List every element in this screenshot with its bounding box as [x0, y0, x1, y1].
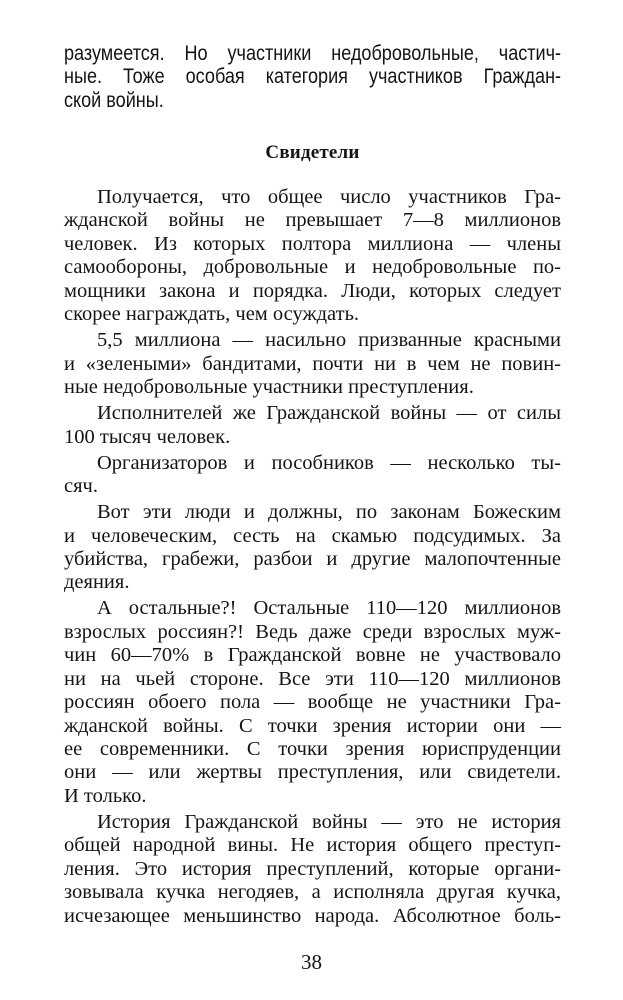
text-line: ления. Это история преступлений, которые органи-	[64, 857, 561, 880]
text-line: и «зелеными» бандитами, почти ни в чем не повин-	[64, 352, 561, 375]
paragraph	[64, 811, 561, 928]
paragraph	[64, 186, 561, 327]
text-line: А остальные?! Остальные 110—120 миллионов	[97, 597, 561, 620]
text-line: ные. Тоже особая категория участников Граждан-	[64, 65, 562, 89]
text-line: и человеческим, сесть на скамью подсудимых. За	[64, 524, 561, 547]
paragraph	[64, 452, 561, 499]
text-line: сяч.	[64, 475, 98, 498]
text-line: Исполнителей же Гражданской войны — от силы	[97, 402, 561, 425]
text-line: мощники закона и порядка. Люди, которых следует	[64, 279, 561, 302]
text-line: деяния.	[64, 571, 130, 594]
paragraph	[64, 501, 561, 595]
paragraph	[64, 402, 561, 449]
text-line: Получается, что общее число участников Гра-	[97, 186, 561, 208]
text-line: 5,5 миллиона — насильно призванные красными	[97, 329, 561, 352]
text-line: Вот эти люди и должны, по законам Божеским	[97, 501, 561, 524]
section-body	[64, 186, 561, 931]
text-line: жданской войны. С точки зрения истории они —	[64, 714, 561, 737]
text-line: И только.	[64, 784, 147, 807]
text-line: взрослых россиян?! Ведь даже среди взрослых муж-	[64, 620, 561, 643]
text-line: чин 60—70% в Гражданской вовне не участвовало	[64, 644, 561, 667]
continued-paragraph	[64, 41, 561, 111]
text-line: ской войны.	[64, 88, 164, 112]
text-line: исчезающее меньшинство народа. Абсолютное боль-	[64, 904, 561, 927]
page-number: 38	[301, 950, 322, 974]
text-line: ные недобровольные участники преступления.	[64, 376, 474, 399]
text-line: убийства, грабежи, разбои и другие малопочтенные	[64, 547, 561, 570]
text-line: жданской войны не превышает 7—8 миллионов	[64, 209, 561, 232]
section-heading: Свидетели	[265, 142, 360, 163]
text-line: 100 тысяч человек.	[64, 425, 231, 448]
text-line: общей народной вины. Не история общего преступ-	[64, 834, 561, 857]
text-line: разумеется. Но участники недобровольные, частич-	[64, 42, 562, 65]
text-line: россиян обоего пола — вообще не участники Гра-	[64, 691, 561, 714]
text-line: зовывала кучка негодяев, а исполняла другая кучка,	[64, 881, 561, 904]
text-line: они — или жертвы преступления, или свидетели.	[64, 761, 561, 784]
text-line: Организаторов и пособников — несколько ты-	[97, 451, 561, 474]
text-line: История Гражданской войны — это не история	[97, 810, 561, 833]
paragraph	[64, 329, 561, 399]
text-line: ее современники. С точки зрения юриспруденции	[64, 738, 561, 761]
text-line: человек. Из которых полтора миллиона — члены	[64, 232, 561, 255]
paragraph	[64, 597, 561, 808]
text-line: ни на чьей стороне. Все эти 110—120 миллионов	[64, 667, 561, 690]
text-line: скорее награждать, чем осуждать.	[64, 303, 360, 326]
text-line: самообороны, добровольные и недобровольные по-	[64, 256, 561, 279]
